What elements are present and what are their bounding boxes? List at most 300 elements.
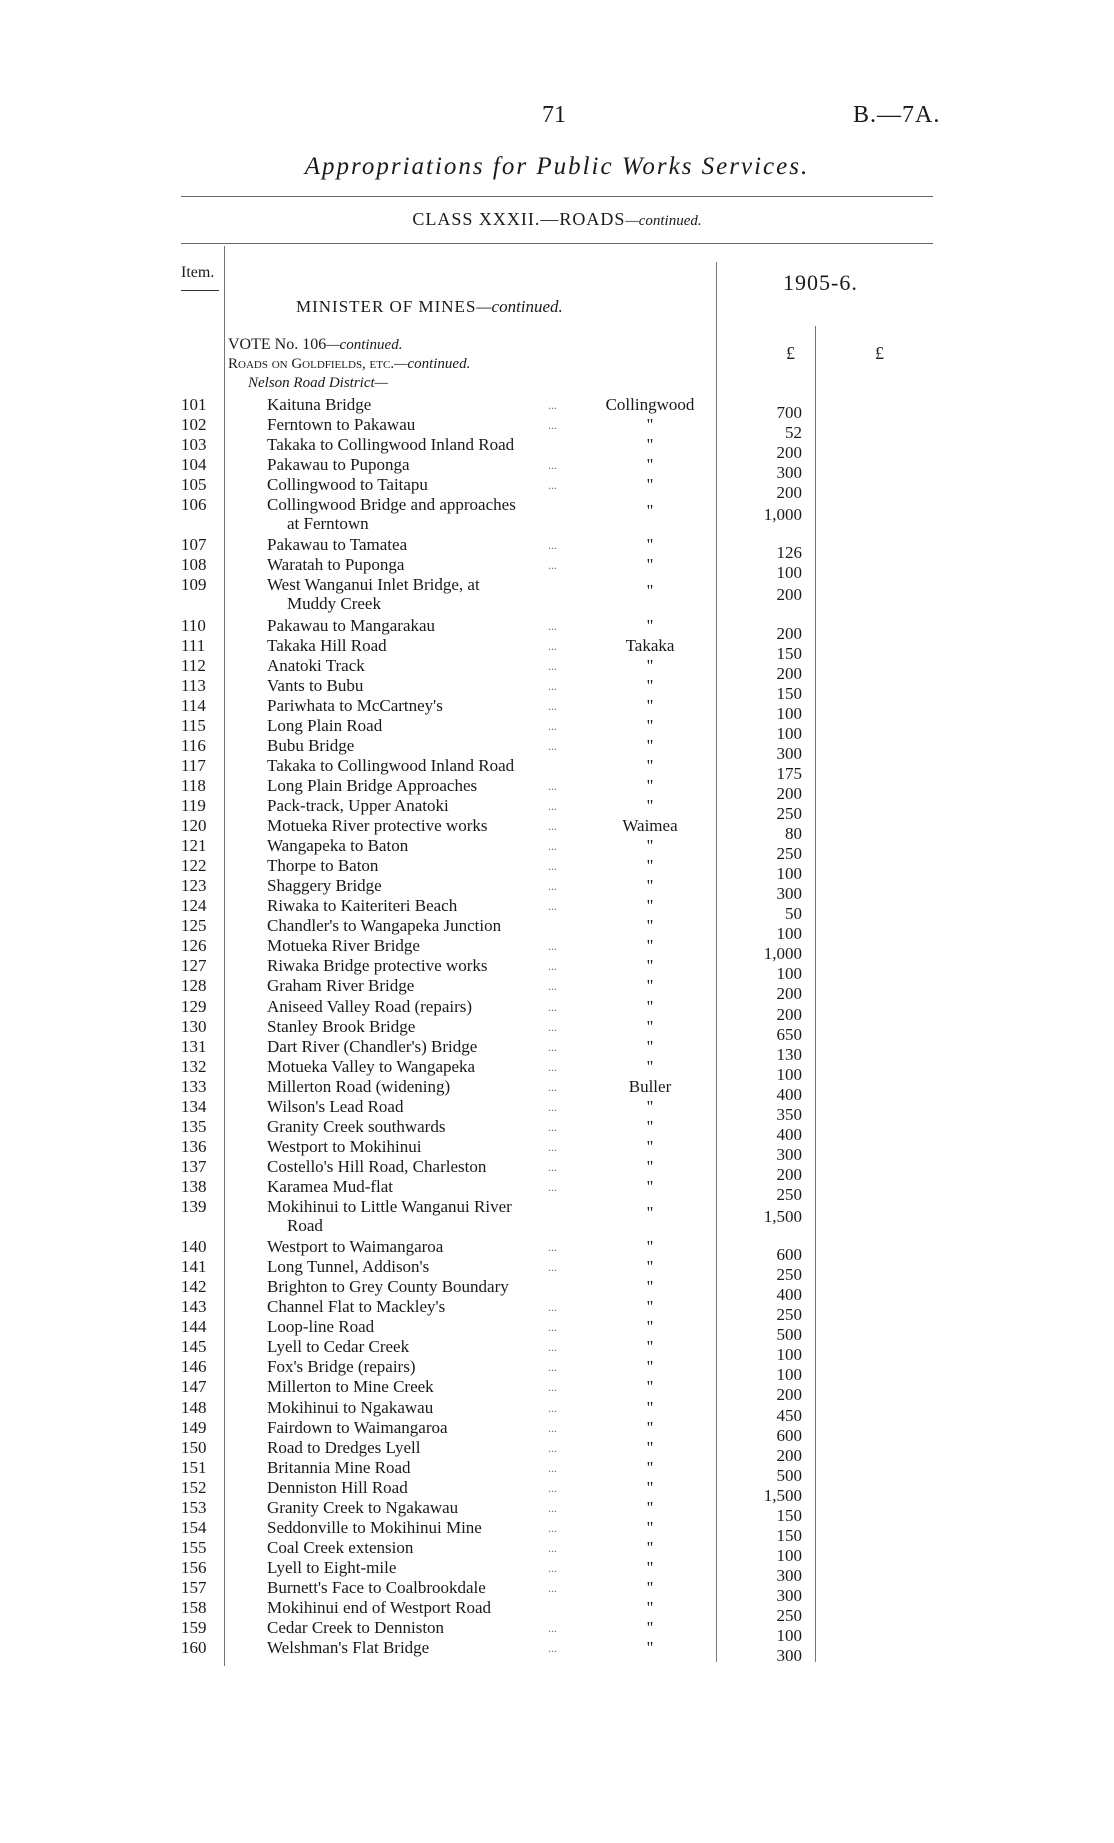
table-row xyxy=(0,455,1114,483)
roads-label-text: Roads on Goldfields, etc. xyxy=(228,356,395,372)
district-name: " xyxy=(646,715,654,735)
item-number: 119 xyxy=(181,796,206,815)
item-name: Long Tunnel, Addison's xyxy=(267,1257,430,1277)
table-row xyxy=(0,896,1114,924)
item-number: 152 xyxy=(181,1477,207,1497)
leader-dots: ... xyxy=(548,678,557,693)
district-name: " xyxy=(646,876,654,896)
item-number: 135 xyxy=(181,1116,207,1136)
item-number: 151 xyxy=(181,1457,207,1477)
leader-dots: ... xyxy=(548,1240,557,1255)
item-number: 101 xyxy=(181,395,207,414)
item-column-header: Item. xyxy=(181,264,215,281)
district-name: " xyxy=(646,856,654,876)
leader-dots: ... xyxy=(548,899,557,914)
currency-symbol-2: £ xyxy=(875,343,884,363)
district-name: " xyxy=(646,1016,654,1036)
item-name-continuation: Road xyxy=(287,1216,323,1235)
leader-dots: ... xyxy=(548,1440,557,1455)
leader-dots: ... xyxy=(548,1320,557,1335)
district-label: Nelson Road District— xyxy=(248,375,389,391)
leader-dots: ... xyxy=(548,1380,557,1395)
leader-dots: ... xyxy=(548,1079,557,1094)
table-row xyxy=(0,796,1114,823)
amount-value: 200 xyxy=(776,663,802,683)
leader-dots: ... xyxy=(548,959,557,974)
section-heading-suffix: —continued. xyxy=(476,297,563,316)
leader-dots: ... xyxy=(548,979,557,994)
leader-dots: ... xyxy=(548,558,557,573)
roads-label-suffix: —continued. xyxy=(394,356,471,372)
leader-dots: ... xyxy=(548,1621,557,1636)
district-name: Buller xyxy=(628,1076,672,1096)
leader-dots: ... xyxy=(548,1039,557,1054)
table-row xyxy=(0,1477,1114,1505)
leader-dots: ... xyxy=(548,1560,557,1575)
amount-value: 300 xyxy=(776,1565,802,1585)
table-row xyxy=(0,1457,1114,1485)
amount-value: 250 xyxy=(776,1305,802,1325)
item-number: 132 xyxy=(181,1056,207,1076)
district-name: " xyxy=(646,675,654,695)
item-number: 113 xyxy=(181,675,206,695)
item-number: 128 xyxy=(181,976,207,996)
district-name: " xyxy=(646,455,654,475)
table-top-rule xyxy=(181,243,933,244)
amount-value: 100 xyxy=(776,703,802,723)
table-row xyxy=(0,695,1114,723)
item-name-continuation: Muddy Creek xyxy=(287,594,381,614)
district-name: " xyxy=(646,1257,654,1277)
item-number: 117 xyxy=(181,755,206,775)
district-name: " xyxy=(646,1397,654,1417)
amount-value: 300 xyxy=(776,743,802,763)
district-name: " xyxy=(646,1203,654,1222)
table-row xyxy=(0,475,1114,503)
district-name: " xyxy=(646,1056,654,1076)
leader-dots: ... xyxy=(548,819,557,834)
item-number: 139 xyxy=(181,1197,207,1216)
table-row xyxy=(0,1437,1114,1465)
item-number: 157 xyxy=(181,1577,207,1597)
item-name: Riwaka Bridge protective works xyxy=(267,956,488,976)
item-number: 120 xyxy=(181,816,207,836)
leader-dots: ... xyxy=(548,1480,557,1495)
item-name: Long Plain Bridge Approaches xyxy=(267,775,478,795)
amount-value: 200 xyxy=(776,1004,802,1024)
amount-value: 300 xyxy=(776,884,802,904)
item-number: 118 xyxy=(181,775,206,795)
amount-value: 52 xyxy=(785,423,802,443)
item-number: 142 xyxy=(181,1277,207,1297)
item-name: Karamea Mud-flat xyxy=(267,1176,394,1196)
item-name: Seddonville to Mokihinui Mine xyxy=(267,1517,482,1537)
amount-value: 150 xyxy=(776,643,802,663)
table-row xyxy=(0,1257,1114,1285)
leader-dots: ... xyxy=(548,1139,557,1154)
item-name: Waratah to Puponga xyxy=(267,555,405,575)
table-row xyxy=(0,1618,1114,1646)
section-heading-text: MINISTER OF MINES xyxy=(296,297,477,316)
item-name: Granity Creek southwards xyxy=(267,1116,446,1136)
table-row xyxy=(0,1317,1114,1345)
table-row xyxy=(0,1076,1114,1104)
leader-dots: ... xyxy=(548,1099,557,1114)
district-name: " xyxy=(646,695,654,715)
amount-value: 1,500 xyxy=(763,1207,802,1226)
item-number: 112 xyxy=(181,655,206,675)
leader-dots: ... xyxy=(548,1520,557,1535)
district-name: " xyxy=(646,896,654,916)
leader-dots: ... xyxy=(548,658,557,673)
item-number: 125 xyxy=(181,916,207,936)
item-number: 116 xyxy=(181,735,206,755)
item-name: Wangapeka to Baton xyxy=(267,836,409,856)
item-number: 131 xyxy=(181,1036,207,1056)
item-name: Channel Flat to Mackley's xyxy=(267,1297,446,1317)
district-name: " xyxy=(646,936,654,956)
item-name: Granity Creek to Ngakawau xyxy=(267,1497,459,1517)
leader-dots: ... xyxy=(548,1500,557,1515)
item-number: 150 xyxy=(181,1437,207,1457)
item-number: 123 xyxy=(181,876,207,896)
item-name: Shaggery Bridge xyxy=(267,876,382,896)
item-name: Takaka to Collingwood Inland Road xyxy=(267,755,515,775)
amount-value: 650 xyxy=(776,1024,802,1044)
amount-value: 200 xyxy=(776,1445,802,1465)
table-row xyxy=(0,1517,1114,1545)
table-row xyxy=(0,1197,1114,1235)
table-row xyxy=(0,1557,1114,1585)
leader-dots: ... xyxy=(548,799,557,813)
vote-label xyxy=(228,336,402,354)
item-name: Chandler's to Wangapeka Junction xyxy=(267,916,502,936)
leader-dots: ... xyxy=(548,1260,557,1275)
amount-value: 100 xyxy=(776,1626,802,1646)
table-row xyxy=(0,1056,1114,1084)
table-row xyxy=(0,675,1114,703)
table-row xyxy=(0,1417,1114,1445)
page-title: Appropriations for Public Works Services. xyxy=(304,153,810,180)
leader-dots: ... xyxy=(548,1179,557,1194)
leader-dots: ... xyxy=(548,1340,557,1355)
item-name: Motueka Valley to Wangapeka xyxy=(267,1056,476,1076)
leader-dots: ... xyxy=(548,1400,557,1415)
item-name: Wilson's Lead Road xyxy=(267,1096,404,1116)
item-number: 126 xyxy=(181,936,207,956)
district-name: " xyxy=(646,775,654,795)
year-column-header: 1905-6. xyxy=(783,270,858,295)
district-name: " xyxy=(646,1437,654,1457)
leader-dots: ... xyxy=(548,1300,557,1315)
table-row xyxy=(0,1297,1114,1325)
item-number: 121 xyxy=(181,836,207,856)
amount-value: 200 xyxy=(776,984,802,1004)
table-row xyxy=(0,615,1114,643)
item-header-underline xyxy=(181,290,219,291)
table-row xyxy=(0,1497,1114,1525)
district-name: " xyxy=(646,796,654,815)
table-row xyxy=(0,836,1114,864)
item-number: 127 xyxy=(181,956,207,976)
leader-dots: ... xyxy=(548,538,557,553)
district-name: " xyxy=(646,1317,654,1337)
item-number: 146 xyxy=(181,1357,207,1377)
item-name: Denniston Hill Road xyxy=(267,1477,408,1497)
item-name: Brighton to Grey County Boundary xyxy=(267,1277,509,1297)
table-row xyxy=(0,1377,1114,1405)
leader-dots: ... xyxy=(548,879,557,894)
district-name: " xyxy=(646,1096,654,1116)
leader-dots: ... xyxy=(548,698,557,713)
district-name: " xyxy=(646,535,654,555)
item-number: 160 xyxy=(181,1638,207,1658)
item-number: 103 xyxy=(181,435,207,455)
item-name: Collingwood to Taitapu xyxy=(267,475,428,495)
amount-value: 175 xyxy=(776,763,802,783)
table-row xyxy=(0,856,1114,884)
item-name: Loop-line Road xyxy=(267,1317,375,1337)
district-name: " xyxy=(646,1638,654,1658)
district-name: " xyxy=(646,415,654,435)
item-number: 136 xyxy=(181,1136,207,1156)
district-name: " xyxy=(646,615,654,635)
table-row xyxy=(0,1337,1114,1365)
item-name-continuation: at Ferntown xyxy=(287,514,369,534)
table-row xyxy=(0,976,1114,1004)
amount-value: 130 xyxy=(776,1044,802,1064)
leader-dots: ... xyxy=(548,839,557,854)
leader-dots: ... xyxy=(548,778,557,793)
amount-value: 250 xyxy=(776,804,802,823)
district-name: " xyxy=(646,1497,654,1517)
amount-value: 100 xyxy=(776,864,802,884)
amount-value: 350 xyxy=(776,1104,802,1124)
class-heading-text: CLASS XXXII.—ROADS xyxy=(412,209,626,229)
leader-dots: ... xyxy=(548,1019,557,1034)
item-name: Dart River (Chandler's) Bridge xyxy=(267,1036,478,1056)
table-row xyxy=(0,1537,1114,1565)
district-name: " xyxy=(646,1176,654,1196)
item-name: Lyell to Eight-mile xyxy=(267,1557,397,1577)
item-name: Pakawau to Puponga xyxy=(267,455,410,475)
district-name: " xyxy=(646,435,654,455)
table-row xyxy=(0,1598,1114,1625)
leader-dots: ... xyxy=(548,638,557,653)
amount-value: 1,000 xyxy=(763,944,802,964)
item-number: 153 xyxy=(181,1497,207,1517)
amount-value: 250 xyxy=(776,1265,802,1285)
item-name: Pakawau to Tamatea xyxy=(267,535,408,555)
district-name: Takaka xyxy=(625,635,675,655)
item-name: Fox's Bridge (repairs) xyxy=(267,1357,416,1377)
table-row xyxy=(0,876,1114,904)
table-row xyxy=(0,495,1114,534)
amount-value: 200 xyxy=(776,783,802,803)
leader-dots: ... xyxy=(548,999,557,1014)
title-rule xyxy=(181,196,933,197)
leader-dots: ... xyxy=(548,1159,557,1174)
table-row xyxy=(0,575,1114,614)
item-number: 115 xyxy=(181,715,206,735)
leader-dots: ... xyxy=(548,718,557,733)
district-name: Collingwood xyxy=(605,395,695,414)
document-reference: B.—7A. xyxy=(853,102,941,128)
district-name: " xyxy=(646,501,654,521)
district-name: " xyxy=(646,1277,654,1297)
item-name: Pack-track, Upper Anatoki xyxy=(267,796,449,815)
district-name: " xyxy=(646,1036,654,1056)
amount-value: 200 xyxy=(776,483,802,503)
district-name: " xyxy=(646,1337,654,1357)
district-name: " xyxy=(646,1598,654,1617)
district-name: " xyxy=(646,1577,654,1597)
item-name: Riwaka to Kaiteriteri Beach xyxy=(267,896,458,916)
amount-value: 100 xyxy=(776,563,802,583)
leader-dots: ... xyxy=(548,1641,557,1656)
leader-dots: ... xyxy=(548,418,557,433)
amount-value: 150 xyxy=(776,1525,802,1545)
amount-value: 100 xyxy=(776,1064,802,1084)
item-name: Mokihinui to Little Wanganui River xyxy=(267,1197,512,1216)
currency-symbol-1: £ xyxy=(786,343,795,363)
class-heading xyxy=(0,209,1114,230)
district-name: " xyxy=(646,755,654,775)
item-name: Millerton to Mine Creek xyxy=(267,1377,434,1397)
item-name: Thorpe to Baton xyxy=(267,856,379,876)
amount-value: 200 xyxy=(776,623,802,643)
table-row xyxy=(0,1096,1114,1124)
amount-value: 500 xyxy=(776,1325,802,1345)
item-number: 109 xyxy=(181,575,207,595)
table-row xyxy=(0,816,1114,844)
table-row xyxy=(0,635,1114,663)
item-number: 105 xyxy=(181,475,207,495)
item-name: Aniseed Valley Road (repairs) xyxy=(267,996,473,1016)
item-name: Britannia Mine Road xyxy=(267,1457,411,1477)
district-name: " xyxy=(646,1477,654,1497)
table-row xyxy=(0,1156,1114,1184)
amount-value: 600 xyxy=(776,1245,802,1265)
amount-value: 200 xyxy=(776,585,802,605)
item-name: Westport to Waimangaroa xyxy=(267,1237,444,1257)
item-name: Westport to Mokihinui xyxy=(267,1136,422,1156)
item-number: 148 xyxy=(181,1397,207,1417)
district-name: " xyxy=(646,1417,654,1437)
table-row xyxy=(0,1016,1114,1044)
district-name: " xyxy=(646,1156,654,1176)
item-number: 141 xyxy=(181,1257,207,1277)
item-name: Fairdown to Waimangaroa xyxy=(267,1417,448,1437)
table-row xyxy=(0,655,1114,683)
roads-label xyxy=(228,356,470,373)
item-number: 154 xyxy=(181,1517,207,1537)
table-row xyxy=(0,936,1114,964)
item-name: Welshman's Flat Bridge xyxy=(267,1638,430,1658)
item-number: 106 xyxy=(181,495,207,515)
leader-dots: ... xyxy=(548,859,557,874)
item-name: Pariwhata to McCartney's xyxy=(267,695,443,715)
item-name: Road to Dredges Lyell xyxy=(267,1437,421,1457)
item-number: 107 xyxy=(181,535,207,555)
table-row xyxy=(0,1116,1114,1144)
amount-value: 1,000 xyxy=(763,505,802,525)
item-name: Cedar Creek to Denniston xyxy=(267,1618,445,1638)
table-row xyxy=(0,755,1114,783)
leader-dots: ... xyxy=(548,738,557,753)
table-row xyxy=(0,996,1114,1024)
leader-dots: ... xyxy=(548,398,557,412)
district-name: " xyxy=(646,1517,654,1537)
item-number: 144 xyxy=(181,1317,207,1337)
item-number: 140 xyxy=(181,1237,207,1257)
amount-value: 200 xyxy=(776,443,802,463)
item-number: 138 xyxy=(181,1176,207,1196)
amount-value: 600 xyxy=(776,1425,802,1445)
amount-value: 100 xyxy=(776,1345,802,1365)
amount-value: 150 xyxy=(776,683,802,703)
item-name: Long Plain Road xyxy=(267,715,383,735)
table-row xyxy=(0,1277,1114,1305)
amount-value: 300 xyxy=(776,1144,802,1164)
item-name: Millerton Road (widening) xyxy=(267,1076,451,1096)
district-name: Waimea xyxy=(622,816,678,836)
district-name: " xyxy=(646,1457,654,1477)
table-row xyxy=(0,775,1114,803)
amount-value: 80 xyxy=(785,824,802,844)
table-row xyxy=(0,1638,1114,1666)
item-number: 147 xyxy=(181,1377,207,1397)
item-number: 156 xyxy=(181,1557,207,1577)
item-number: 134 xyxy=(181,1096,207,1116)
leader-dots: ... xyxy=(548,939,557,954)
amount-value: 250 xyxy=(776,844,802,864)
amount-value: 300 xyxy=(776,1585,802,1605)
item-name: Motueka River Bridge xyxy=(267,936,420,956)
item-number: 110 xyxy=(181,615,206,635)
leader-dots: ... xyxy=(548,1460,557,1475)
amount-value: 250 xyxy=(776,1606,802,1625)
item-name: Collingwood Bridge and approaches xyxy=(267,495,516,515)
table-row xyxy=(0,956,1114,984)
item-name: Anatoki Track xyxy=(267,655,365,675)
district-name: " xyxy=(646,956,654,976)
item-name: Coal Creek extension xyxy=(267,1537,414,1557)
leader-dots: ... xyxy=(548,1059,557,1074)
amount-value: 100 xyxy=(776,723,802,743)
amount-value: 100 xyxy=(776,1545,802,1565)
table-row xyxy=(0,435,1114,463)
table-row xyxy=(0,735,1114,763)
item-name: Ferntown to Pakawau xyxy=(267,415,416,435)
item-number: 155 xyxy=(181,1537,207,1557)
item-number: 111 xyxy=(181,635,206,655)
item-name: Vants to Bubu xyxy=(267,675,364,695)
amount-value: 700 xyxy=(776,403,802,422)
item-number: 102 xyxy=(181,415,207,435)
amount-value: 150 xyxy=(776,1505,802,1525)
item-number: 129 xyxy=(181,996,207,1016)
table-row xyxy=(0,1397,1114,1425)
leader-dots: ... xyxy=(548,1580,557,1595)
item-name: Takaka Hill Road xyxy=(267,635,387,655)
district-name: " xyxy=(646,916,654,936)
district-name: " xyxy=(646,1618,654,1638)
leader-dots: ... xyxy=(548,1420,557,1435)
amount-value: 1,500 xyxy=(763,1485,802,1505)
district-name: " xyxy=(646,1297,654,1317)
item-number: 104 xyxy=(181,455,207,475)
